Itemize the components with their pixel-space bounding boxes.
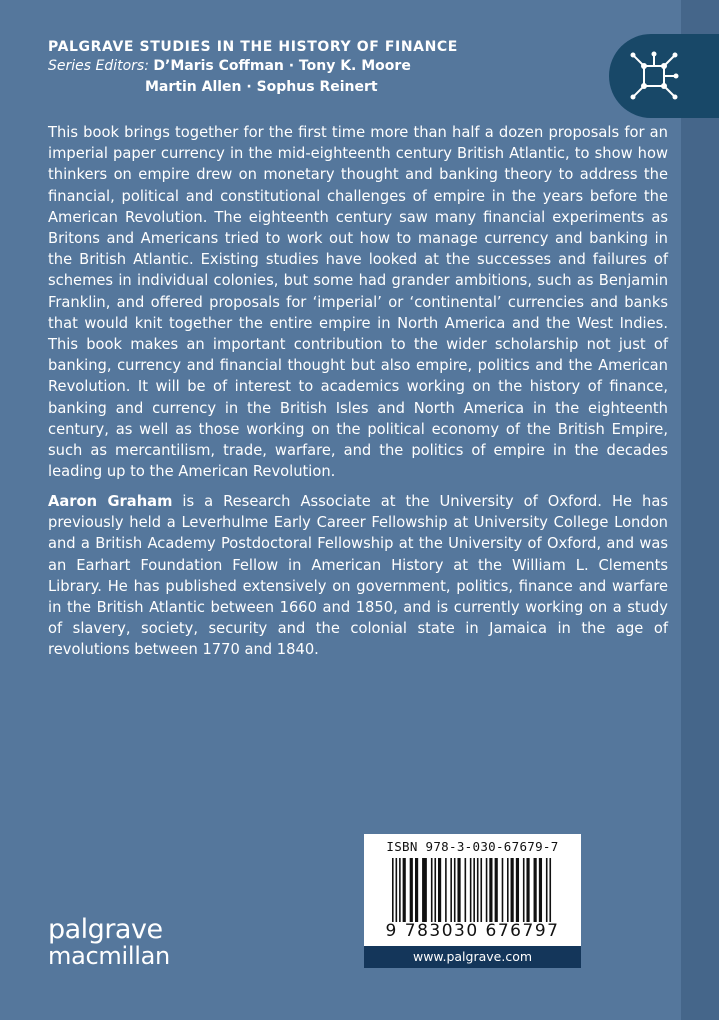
barcode-bar xyxy=(438,858,441,922)
barcode-bar xyxy=(511,858,514,922)
publisher-logo xyxy=(48,914,170,970)
barcode-bar xyxy=(502,858,504,922)
barcode-bar xyxy=(470,858,472,922)
publisher-line-1: palgrave xyxy=(48,914,163,945)
barcode-bars xyxy=(392,858,553,922)
series-editors-label: Series Editors: xyxy=(48,58,149,74)
barcode-bar xyxy=(431,858,433,922)
barcode-bar xyxy=(415,858,418,922)
barcode-bar xyxy=(399,858,401,922)
barcode-bar xyxy=(422,858,427,922)
author-name: Aaron Graham xyxy=(48,493,173,510)
barcode-bar xyxy=(450,858,452,922)
series-editors-names-1: D’Maris Coffman · Tony K. Moore xyxy=(153,58,411,74)
palgrave-network-icon xyxy=(626,48,682,104)
barcode-bar xyxy=(539,858,542,922)
barcode-bar xyxy=(473,858,475,922)
barcode-bar xyxy=(486,858,488,922)
publisher-url: www.palgrave.com xyxy=(364,946,581,968)
barcode-digits: 9 783030 676797 xyxy=(385,921,560,941)
barcode-bar xyxy=(465,858,467,922)
publisher-line-2: macmillan xyxy=(48,942,170,970)
isbn-label: ISBN 978-3-030-67679-7 xyxy=(386,839,559,854)
barcode-bar xyxy=(507,858,509,922)
barcode-bar xyxy=(457,858,460,922)
barcode-bar xyxy=(410,858,413,922)
barcode-bar xyxy=(546,858,548,922)
barcode-bar xyxy=(477,858,479,922)
barcode-bar xyxy=(454,858,456,922)
author-bio xyxy=(48,491,668,661)
series-editors-row-1 xyxy=(48,56,608,77)
barcode-bar xyxy=(523,858,525,922)
series-editors-names-2: Martin Allen · Sophus Reinert xyxy=(145,79,378,95)
series-header xyxy=(48,38,608,98)
book-description: This book brings together for the first time more than half a dozen proposals for an imperial paper currency in the mid-eighteenth century British Atlantic, to show how thinkers on empire drew on monetary thought and banking theory to address the financial, political and constitutional challenges of empire in the years before the American Revolution. The eighteenth century saw many financial experiments as Britons and Americans tried to work out how to manage currency and banking in the British Atlantic. Existing studies have looked at the successes and failures of schemes in individual colonies, but some had grander ambitions, such as Benjamin Franklin, and offered proposals for ‘imperial’ or ‘continental’ currencies and banks that would knit together the entire empire in North America and the West Indies. This book makes an important contribution to the wider scholarship not just of banking, currency and financial thought but also empire, politics and the American Revolution. It will be of interest to academics working on the history of finance, banking and currency in the British Isles and North America in the eighteenth century, as well as those working on the political economy of the British Empire, such as mercantilism, trade, warfare, and the politics of empire in the decades leading up to the American Revolution. xyxy=(48,124,668,481)
isbn-barcode-box xyxy=(364,834,581,946)
barcode-bar xyxy=(392,858,394,922)
series-logo-tab xyxy=(609,34,719,118)
barcode-bar xyxy=(549,858,551,922)
barcode-bar xyxy=(445,858,447,922)
barcode-bar xyxy=(403,858,406,922)
series-editors-row-2 xyxy=(48,77,608,98)
series-title: PALGRAVE STUDIES IN THE HISTORY OF FINANCE xyxy=(48,39,458,55)
spine-strip xyxy=(681,0,719,1020)
barcode-bar xyxy=(396,858,398,922)
barcode-bar xyxy=(489,858,492,922)
barcode-bar xyxy=(434,858,436,922)
author-bio-text: is a Research Associate at the University of Oxford. He has previously held a Leverhulme Early Career Fellowship at University College London and a British Academy Postdoctoral Fellowship at the University of Oxford, and was an Earhart Foundation Fellow in American History at the William L. Clements Library. He has published extensively on government, politics, finance and warfare in the British Atlantic between 1660 and 1850, and is currently working on a study of slavery, society, security and the colonial state in Jamaica in the age of revolutions between 1770 and 1840. xyxy=(48,493,668,659)
barcode-bar xyxy=(534,858,537,922)
barcode-bar xyxy=(526,858,529,922)
barcode-bar xyxy=(516,858,519,922)
barcode-bar xyxy=(495,858,498,922)
barcode-bar xyxy=(480,858,482,922)
